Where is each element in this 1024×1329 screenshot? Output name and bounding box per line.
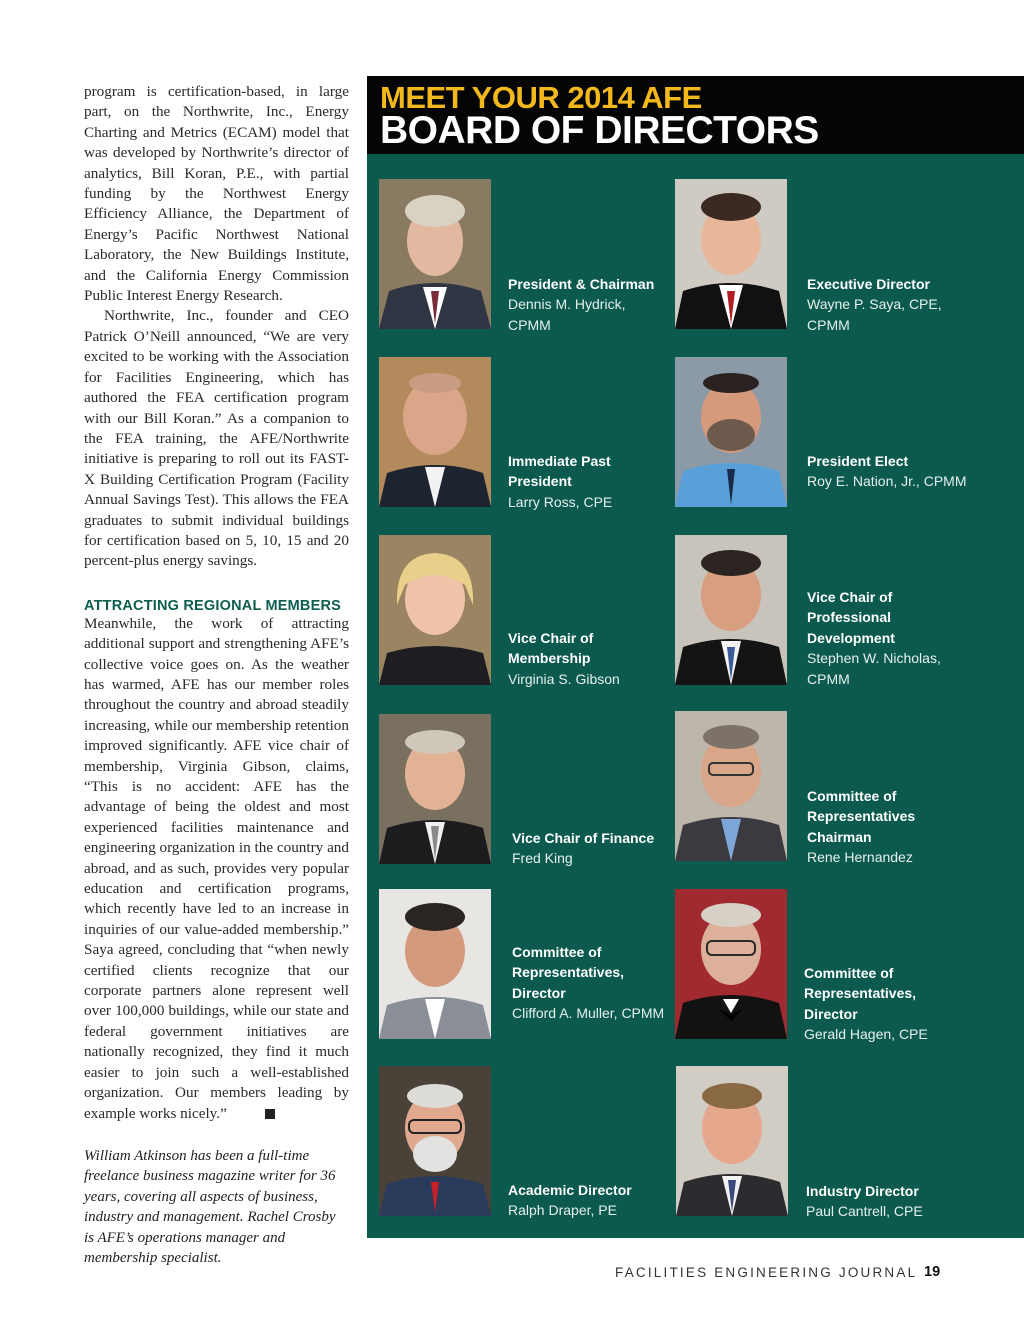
director-caption xyxy=(804,963,964,1045)
portrait-icon xyxy=(675,357,787,507)
director-role: Committee of Representatives, Director xyxy=(512,944,625,1001)
article-column xyxy=(84,82,349,1268)
director-photo xyxy=(675,357,787,507)
director-role: Industry Director xyxy=(806,1183,919,1199)
director-caption xyxy=(508,628,668,689)
director-role: President & Chairman xyxy=(508,276,655,292)
director-photo xyxy=(379,889,491,1039)
director-name: Larry Ross, CPE xyxy=(508,493,613,510)
director-role: Academic Director xyxy=(508,1182,632,1198)
director-role: Committee of Representatives Chairman xyxy=(807,788,916,845)
director-caption xyxy=(512,828,672,869)
portrait-icon xyxy=(379,714,491,864)
portrait-icon xyxy=(675,535,787,685)
director-photo xyxy=(379,714,491,864)
director-name: Fred King xyxy=(512,850,573,867)
end-mark-icon xyxy=(265,1109,275,1119)
director-name: Dennis M. Hydrick, CPMM xyxy=(508,296,626,333)
article-paragraph: Northwrite, Inc., founder and CEO Patrick O’Neill announced, “We are very excited to be working with the Association for Facilities Engineering, which has authored the FEA certification program with our Bill Koran.” As a companion to the FEA training, the AFE/Northwrite initiative is preparing to roll out its FAST-X Building Certification Program (Facility Annual Savings Test). This allows the FEA graduates to submit individual buildings for certification based on 5, 10, 15 and 20 percent-plus energy savings. xyxy=(84,307,349,570)
panel-title-line2: BOARD OF DIRECTORS xyxy=(380,109,819,152)
journal-footer: FACILITIES ENGINEERING JOURNAL xyxy=(615,1265,918,1280)
director-name: Roy E. Nation, Jr., CPMM xyxy=(807,473,967,490)
section-heading: ATTRACTING REGIONAL MEMBERS xyxy=(84,597,341,614)
director-caption xyxy=(807,786,967,868)
director-caption xyxy=(807,451,967,492)
article-paragraph-text: Meanwhile, the work of attracting additional support and strengthening AFE’s collective voice goes on. As the weather has warmed, AFE has our member roles throughout the country and abroad steadily increasing, while our membership retention improved significantly. AFE vice chair of membership, Virginia Gibson, claims, “This is no accident: AFE has the advantage of being the oldest and most experienced facilities maintenance and engineering organization in the country and abroad, and as such, provides very popular education and certification programs, which recently have led to an increase in inquiries of our value-added membership.” Saya agreed, concluding that “when newly certified clients recognize that our corporate partners alone represent well over 100,000 buildings, while our state and federal government initiatives are nationally recognized, they find it much easier to join such a well-established organization. Our members leading by example works nicely.” xyxy=(84,614,349,1122)
board-panel xyxy=(367,76,1024,1238)
director-photo xyxy=(675,179,787,329)
director-photo xyxy=(379,179,491,329)
director-name: Wayne P. Saya, CPE, CPMM xyxy=(807,296,942,333)
director-photo xyxy=(675,535,787,685)
panel-banner xyxy=(367,76,1024,154)
portrait-icon xyxy=(379,357,491,507)
director-name: Virginia S. Gibson xyxy=(508,670,620,687)
portrait-icon xyxy=(379,889,491,1039)
director-role: Vice Chair of Professional Development xyxy=(807,589,895,646)
article-paragraph: program is certification-based, in large part, on the Northwrite, Inc., Energy Charting and Metrics (ECAM) model that was developed by Northwrite’s director of analytics, Bill Koran, P.E., with partial funding by the Northwest Energy Efficiency Alliance, the Department of Energy’s Pacific Northwest National Laboratory, the New Buildings Institute, and the California Energy Commission Public Interest Energy Research. xyxy=(84,83,349,305)
director-role: Immediate Past President xyxy=(508,453,611,490)
portrait-icon xyxy=(675,889,787,1039)
portrait-icon xyxy=(675,711,787,861)
director-photo xyxy=(675,711,787,861)
article-paragraph xyxy=(84,614,349,1124)
panel-title-line1: MEET YOUR 2014 AFE xyxy=(380,80,702,115)
director-caption xyxy=(807,274,967,335)
author-bio: William Atkinson has been a full-time freelance business magazine writer for 36 years, covering all aspects of business, industry and management. Rachel Crosby is AFE’s operations manager and membership specialist. xyxy=(84,1147,336,1266)
portrait-icon xyxy=(379,1066,491,1216)
portrait-icon xyxy=(379,179,491,329)
director-role: Vice Chair of Finance xyxy=(512,830,655,846)
portrait-icon xyxy=(379,535,491,685)
director-caption xyxy=(508,274,668,335)
director-name: Stephen W. Nicholas, CPMM xyxy=(807,650,941,687)
director-role: Committee of Representatives, Director xyxy=(804,965,917,1022)
director-photo xyxy=(676,1066,788,1216)
director-photo xyxy=(379,357,491,507)
director-photo xyxy=(379,1066,491,1216)
director-caption xyxy=(806,1181,966,1222)
director-photo xyxy=(675,889,787,1039)
director-role: Vice Chair of Membership xyxy=(508,630,594,667)
portrait-icon xyxy=(676,1066,788,1216)
director-role: President Elect xyxy=(807,453,909,469)
director-caption xyxy=(512,942,672,1024)
portrait-icon xyxy=(675,179,787,329)
director-role: Executive Director xyxy=(807,276,930,292)
director-photo xyxy=(379,535,491,685)
director-caption xyxy=(508,1180,668,1221)
director-caption xyxy=(508,451,668,512)
director-name: Gerald Hagen, CPE xyxy=(804,1026,928,1043)
director-name: Ralph Draper, PE xyxy=(508,1202,617,1219)
director-name: Rene Hernandez xyxy=(807,849,913,866)
director-name: Clifford A. Muller, CPMM xyxy=(512,1005,665,1022)
director-name: Paul Cantrell, CPE xyxy=(806,1203,923,1220)
page-number: 19 xyxy=(924,1264,941,1280)
director-caption xyxy=(807,587,967,689)
